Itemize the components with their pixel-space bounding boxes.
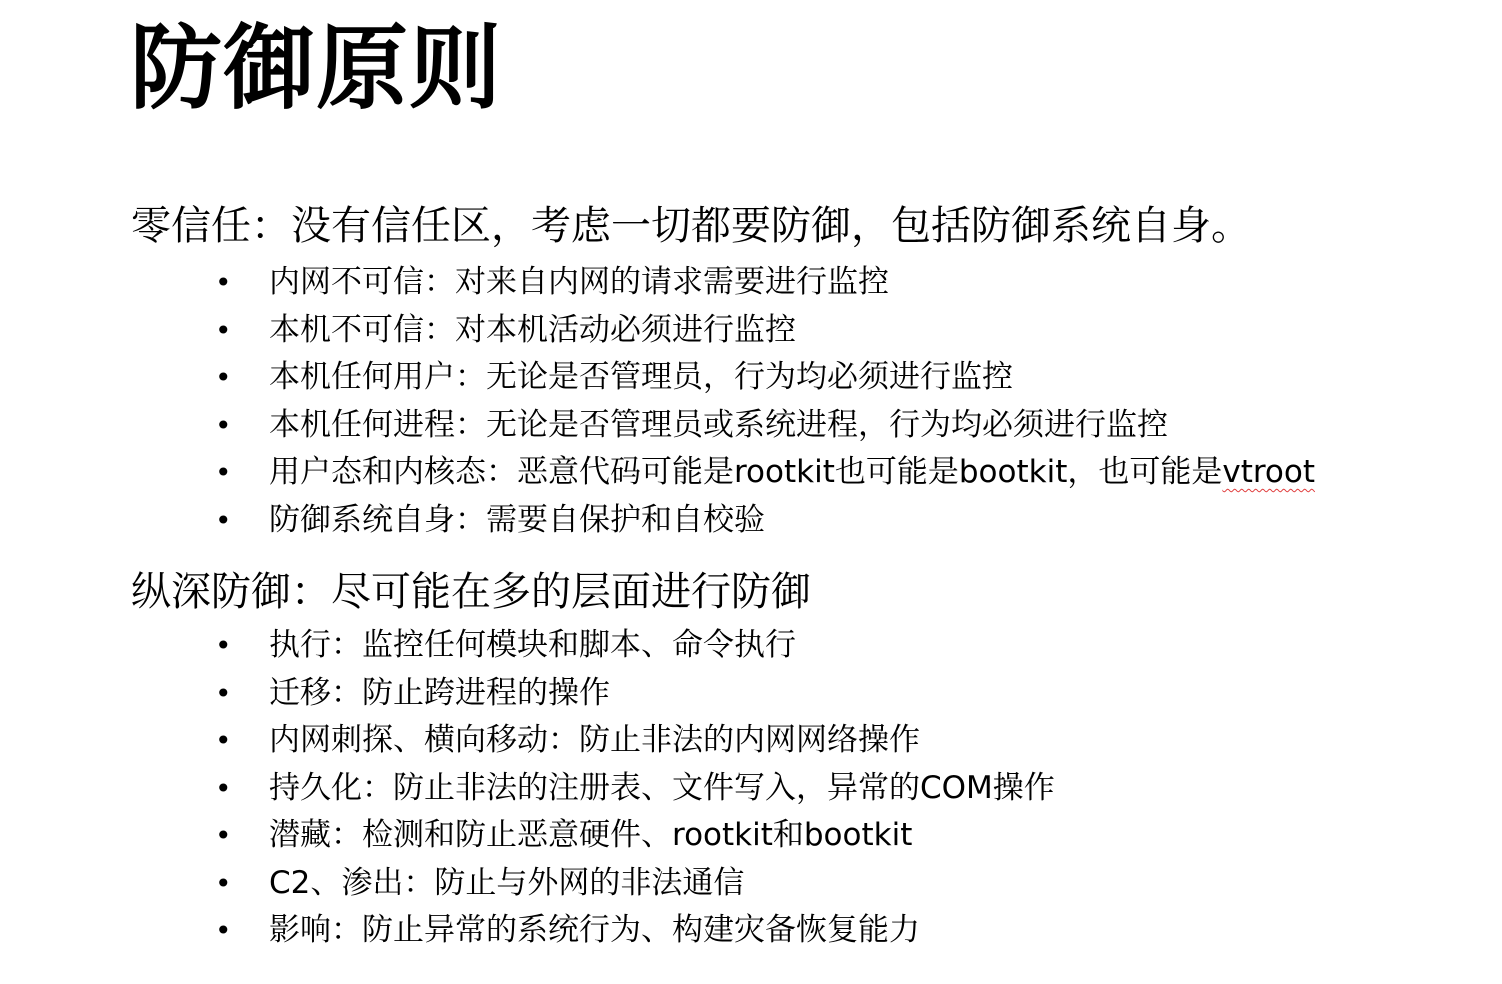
bullet-icon: • (215, 503, 232, 537)
section-heading-zero-trust: 零信任：没有信任区，考虑一切都要防御，包括防御系统自身。 (131, 203, 1251, 249)
bullet-text: 内网不可信：对来自内网的请求需要进行监控 (269, 264, 889, 300)
bullet-text-main: 用户态和内核态：恶意代码可能是rootkit也可能是bootkit，也可能是 (269, 454, 1223, 490)
bullet-icon: • (215, 313, 232, 347)
bullet-text: 防御系统自身：需要自保护和自校验 (269, 501, 765, 538)
bullet-text: 持久化：防止非法的注册表、文件写入，异常的COM操作 (269, 769, 1055, 806)
bullet-text: 执行：监控任何模块和脚本、命令执行 (269, 627, 796, 663)
bullet-icon: • (215, 361, 232, 394)
section-heading-defense-in-depth: 纵深防御：尽可能在多的层面进行防御 (131, 569, 811, 615)
bullet-icon: • (215, 676, 232, 710)
bullet-icon: • (215, 771, 232, 805)
bullet-icon: • (215, 266, 232, 299)
bullet-text: 内网刺探、横向移动：防止非法的内网网络操作 (269, 722, 920, 758)
bullet-icon: • (215, 819, 232, 852)
bullet-icon: • (215, 724, 232, 757)
spellcheck-flagged-word: vtroot (1222, 454, 1316, 490)
bullet-text: 本机任何进程：无论是否管理员或系统进程，行为均必须进行监控 (269, 406, 1168, 443)
bullet-text: 影响：防止异常的系统行为、构建灾备恢复能力 (269, 912, 920, 948)
bullet-icon: • (215, 456, 232, 489)
bullet-text: C2、渗出：防止与外网的非法通信 (269, 864, 745, 901)
bullet-icon: • (215, 914, 232, 947)
bullet-text: 迁移：防止跨进程的操作 (269, 674, 610, 711)
bullet-icon: • (215, 629, 232, 662)
bullet-text (269, 449, 1315, 496)
slide-title: 防御原则 (130, 15, 503, 122)
bullet-text: 本机任何用户：无论是否管理员，行为均必须进行监控 (269, 359, 1013, 395)
bullet-text: 本机不可信：对本机活动必须进行监控 (269, 311, 796, 348)
bullet-text: 潜藏：检测和防止恶意硬件、rootkit和bootkit (269, 817, 913, 853)
bullet-icon: • (215, 408, 232, 442)
bullet-icon: • (215, 866, 232, 900)
